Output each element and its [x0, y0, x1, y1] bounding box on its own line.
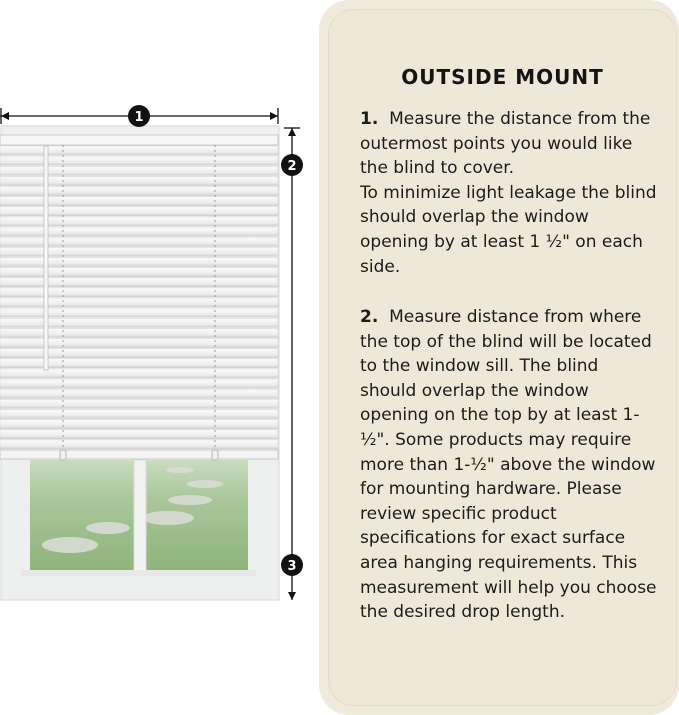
blind-slat — [0, 176, 278, 185]
blind-slat — [0, 217, 278, 226]
step-1-note: To minimize light leakage the blind should overlap the window opening by at least 1 ½" on each side. — [360, 182, 657, 277]
blind-slat — [0, 268, 278, 277]
blind-slat — [0, 420, 278, 429]
blind-slat — [0, 166, 278, 175]
svg-text:1: 1 — [134, 110, 144, 125]
blind-slat — [0, 257, 278, 266]
blind-slat — [0, 440, 278, 449]
blind-slat — [0, 379, 278, 388]
blind-slat — [0, 409, 278, 418]
blind-slat — [0, 197, 278, 206]
blind-slat — [0, 308, 278, 317]
svg-text:3: 3 — [287, 559, 297, 574]
blind-headrail — [0, 135, 278, 145]
blind-slat — [0, 298, 278, 307]
card-title: OUTSIDE MOUNT — [401, 65, 604, 89]
blind-slat — [0, 389, 278, 398]
window-pane-left — [30, 460, 134, 570]
blind-slat — [0, 288, 278, 297]
blind-bottom-rail — [0, 450, 278, 459]
blind-slat — [0, 349, 278, 358]
marker-3 — [281, 554, 303, 576]
blind-slat — [0, 278, 278, 287]
height-dimension — [284, 128, 300, 600]
step-2-paragraph — [360, 305, 660, 625]
blind-slat — [0, 328, 278, 337]
blind-slat — [0, 430, 278, 439]
svg-text:2: 2 — [287, 159, 297, 174]
marker-1 — [128, 105, 150, 127]
blind-slat — [0, 187, 278, 196]
blind-slat — [0, 369, 278, 378]
blind-slat — [0, 339, 278, 348]
step-1-text: Measure the distance from the outermost points you would like the blind to cover. — [360, 109, 651, 179]
blind-slat — [0, 359, 278, 368]
step-1-number: 1. — [360, 109, 379, 129]
blind-slat — [0, 399, 278, 408]
step-1-paragraph — [360, 107, 660, 181]
blind-slat — [0, 247, 278, 256]
step-2-text: Measure distance from where the top of the blind will be located to the window sill. The blind should overlap the window opening on the top by at least 1-½". Some products may require more than 1-½" above the window for mounting hardware. Please review specific product specifications for exact surface area hanging requirements. This measurement will help you choose the desired drop length. — [360, 307, 657, 623]
blind-slat — [0, 227, 278, 236]
blind-measurement-illustration — [0, 95, 310, 615]
step-2 — [360, 305, 660, 625]
tilt-wand — [44, 146, 48, 370]
blind-slat — [0, 146, 278, 155]
marker-2 — [281, 154, 303, 176]
step-2-number: 2. — [360, 307, 379, 327]
blind-slat — [0, 207, 278, 216]
blind-slat — [0, 156, 278, 165]
blind-slat — [0, 318, 278, 327]
blind-slat — [0, 237, 278, 246]
step-1 — [360, 107, 660, 279]
